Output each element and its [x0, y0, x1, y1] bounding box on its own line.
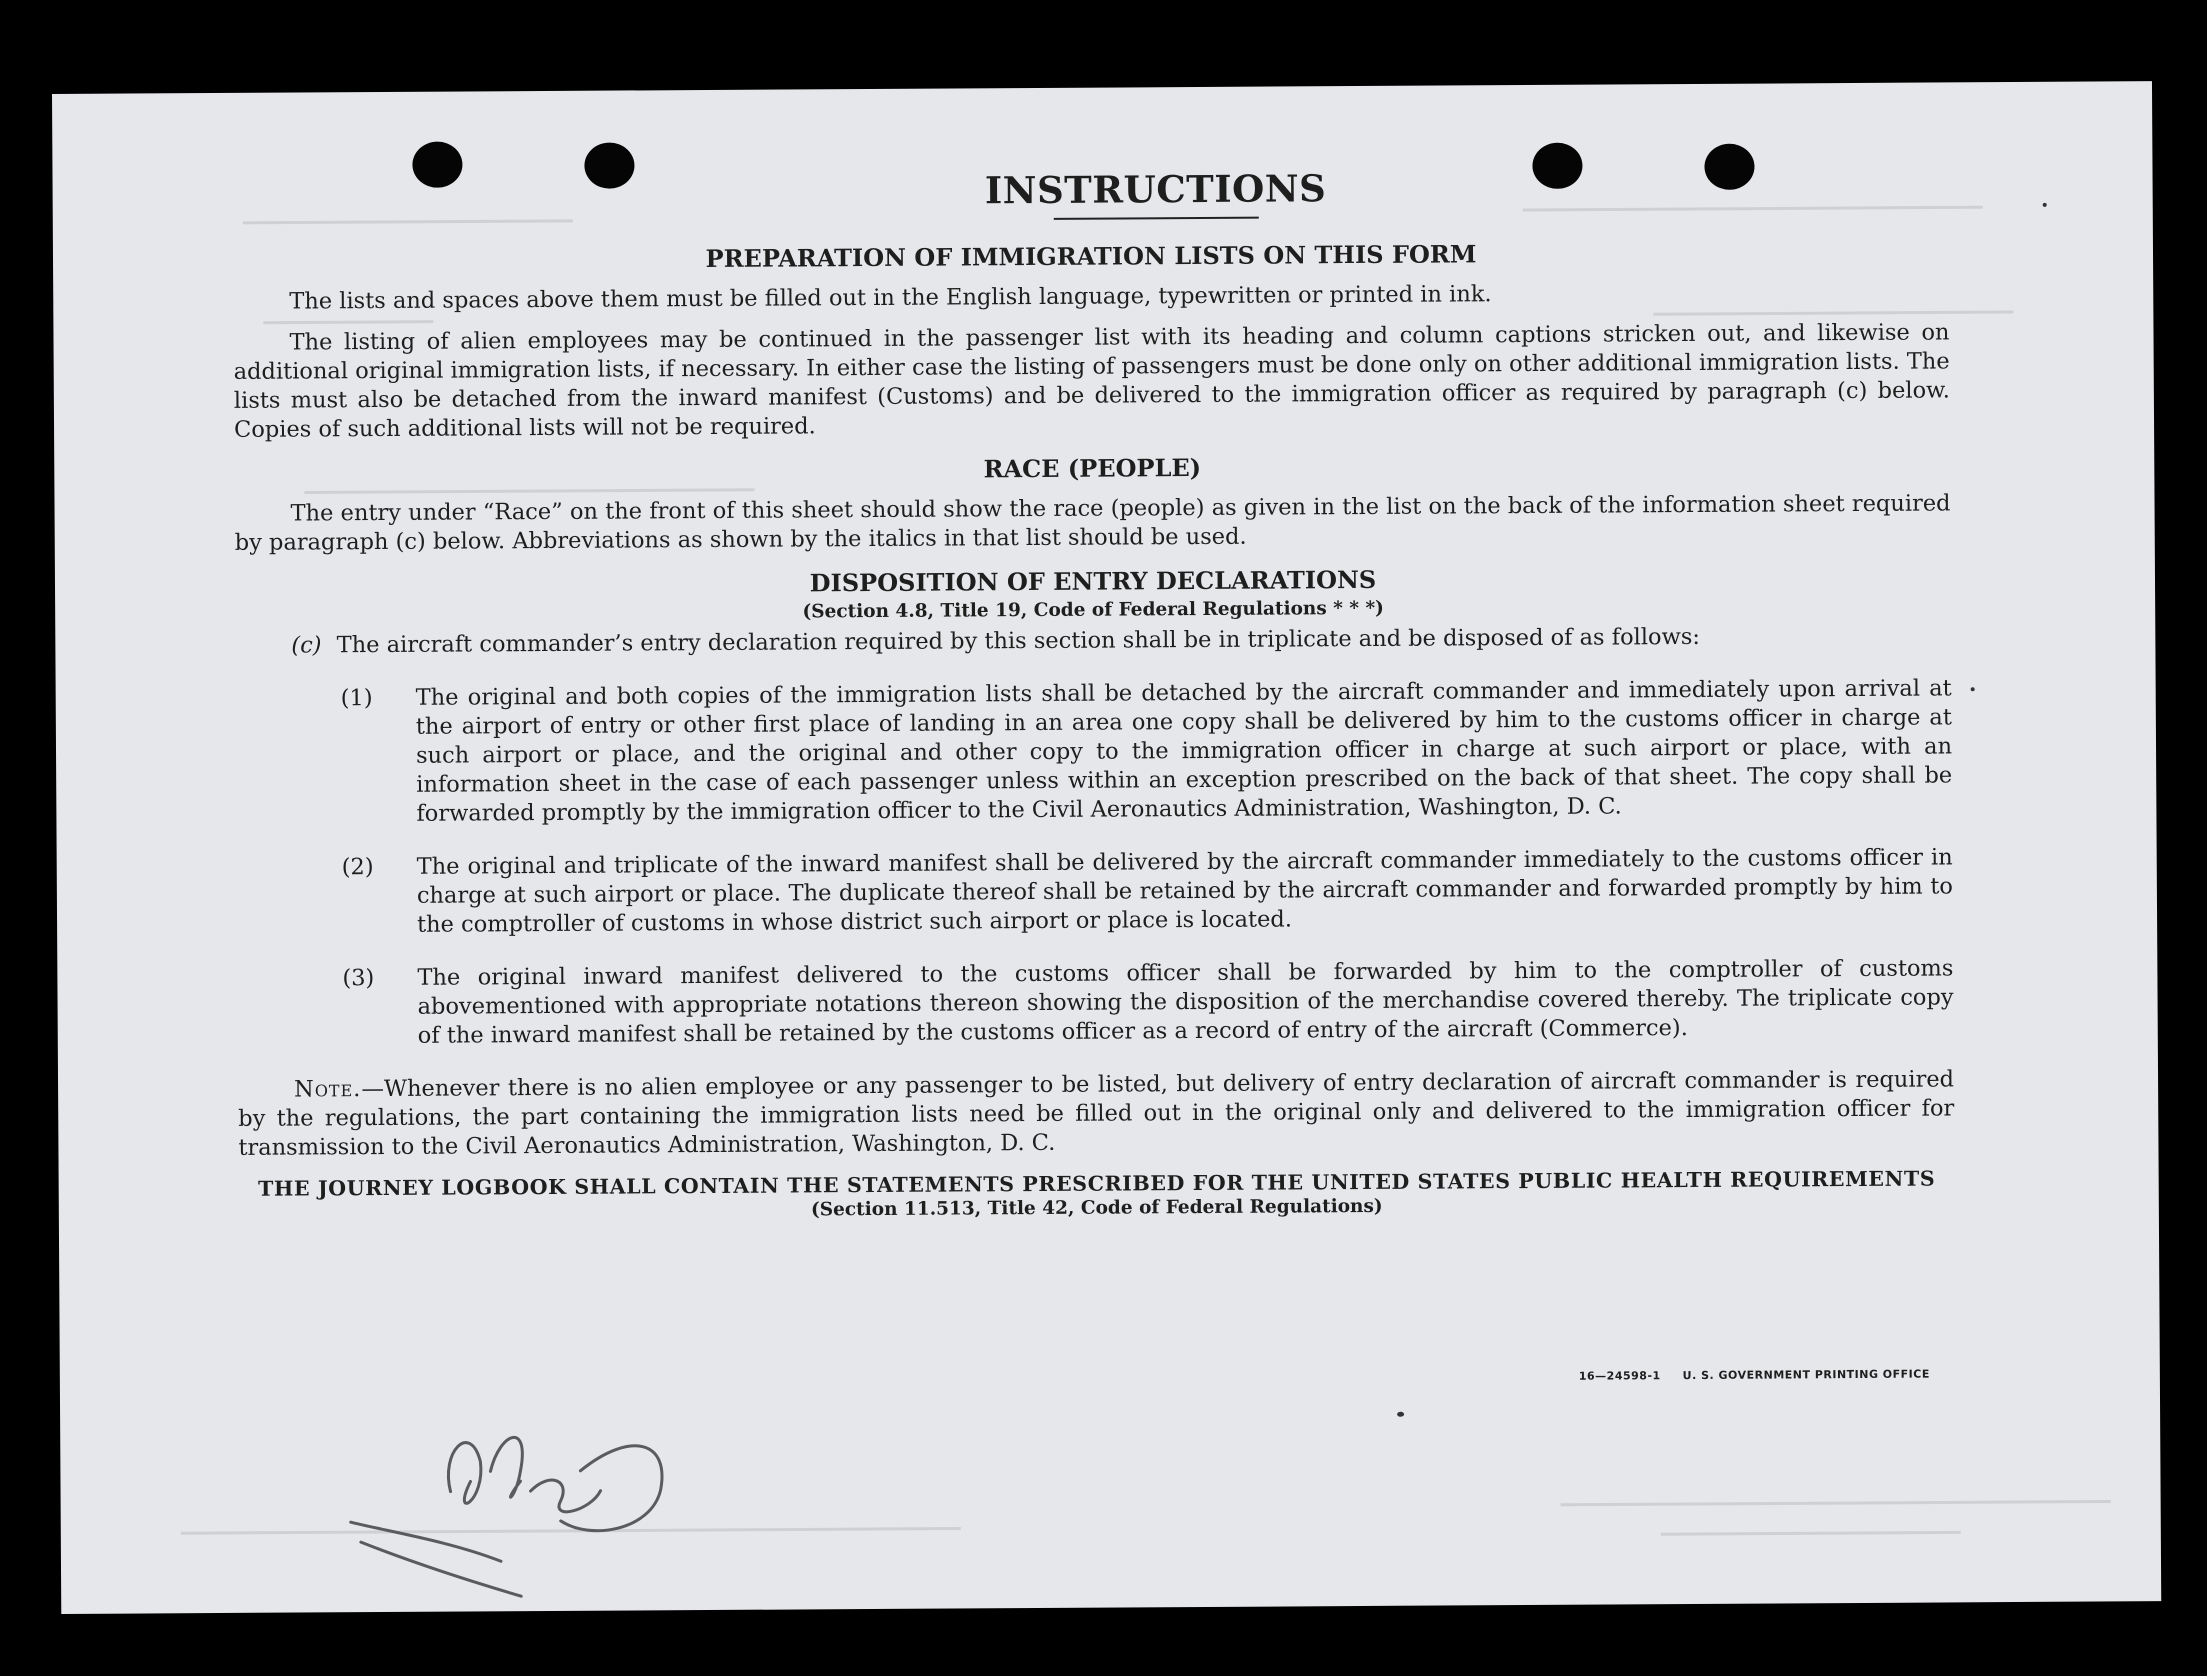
paragraph: The lists and spaces above them must be filled out in the English language, typewritten or printed in ink. [289, 281, 1492, 315]
page-title: INSTRUCTIONS [984, 166, 1327, 213]
document-sheet [52, 81, 2161, 1614]
list-item [237, 843, 1953, 940]
instructions-body [232, 162, 1954, 1223]
ink-speck [1397, 1412, 1404, 1417]
note-lead: Note. [294, 1076, 362, 1103]
title-rule [1053, 217, 1258, 220]
public-health-statement: THE JOURNEY LOGBOOK SHALL CONTAIN THE STATEMENTS PRESCRIBED FOR THE UNITED STATES PUBLIC HEALTH REQUIREMENTS [258, 1166, 1936, 1201]
heading-race: RACE (PEOPLE) [983, 452, 1202, 484]
item-text: The original inward manifest delivered to the customs officer shall be forwarded by him to the comptroller of customs abovementioned with appropriate notations thereon showing the disposition of the merchandise covered thereby. The triplicate copy of the inward manifest shall be retained by the customs officer as a record of entry of the aircraft (Commerce). [417, 955, 1954, 1049]
paragraph-c [235, 621, 1951, 660]
public-health-citation: (Section 11.513, Title 42, Code of Federal Regulations) [810, 1195, 1383, 1221]
paragraph: The listing of alien employees may be continued in the passenger list with its heading and column captions stricken out, and likewise on additional original immigration lists, if necessary. In either case the listing of passengers must be done only on other additional immigration lists. The lists must also be detached from the inward manifest (Customs) and be delivered to the immigration officer as required by paragraph (c) below. Copies of such additional lists will not be required. [233, 319, 1950, 443]
ink-speck [2043, 203, 2047, 207]
item-text: The original and triplicate of the inward manifest shall be delivered by the aircraft commander immediately to the customs officer in charge at such airport or place. The duplicate thereof shall be retained by the aircraft commander and forwarded promptly by him to the comptroller of customs in whose district such airport or place is located. [416, 844, 1953, 938]
heading-disposition: DISPOSITION OF ENTRY DECLARATIONS [809, 564, 1377, 598]
item-number: (2) [341, 854, 374, 881]
heading-preparation: PREPARATION OF IMMIGRATION LISTS ON THIS FORM [705, 239, 1477, 274]
note-paragraph [238, 1065, 1954, 1162]
item-number: (3) [342, 965, 375, 992]
list-item [237, 954, 1953, 1051]
paragraph: The entry under “Race” on the front of this sheet should show the race (people) as given in the list on the back of the information sheet required by paragraph (c) below. Abbreviations as shown by the italics in that list should be used. [234, 490, 1951, 556]
note-text: —Whenever there is no alien employee or any passenger to be listed, but delivery of entry declaration of aircraft commander is required by the regulations, the part containing the immigration lists need be filled out in the original only and delivered to the immigration officer for transmission to the Civil Aeronautics Administration, Washington, D. C. [238, 1066, 1955, 1161]
ink-speck [1971, 687, 1975, 691]
item-text: The original and both copies of the immigration lists shall be detached by the aircraft commander and immediately upon arrival at the airport of entry or other first place of landing in an area one copy shall be delivered by him to the customs officer in charge at such airport or place, and the original and other copy to the immigration officer in charge at such airport or place, with an information sheet in the case of each passenger unless within an exception prescribed on the back of that sheet. The copy shall be forwarded promptly by the immigration officer to the Civil Aeronautics Administration, Washington, D. C. [415, 675, 1953, 827]
list-item [236, 674, 1953, 829]
printer-imprint [1579, 1368, 1930, 1383]
printer-name: U. S. GOVERNMENT PRINTING OFFICE [1682, 1367, 1930, 1383]
handwritten-signature [330, 1410, 691, 1602]
paragraph-text: The aircraft commander’s entry declaration required by this section shall be in triplicate and be disposed of as follows: [336, 623, 1701, 659]
section-citation: (Section 4.8, Title 19, Code of Federal Regulations * * *) [802, 597, 1384, 623]
item-number: (1) [340, 685, 373, 712]
form-number: 16—24598-1 [1578, 1369, 1661, 1383]
paragraph-label: (c) [291, 632, 322, 659]
